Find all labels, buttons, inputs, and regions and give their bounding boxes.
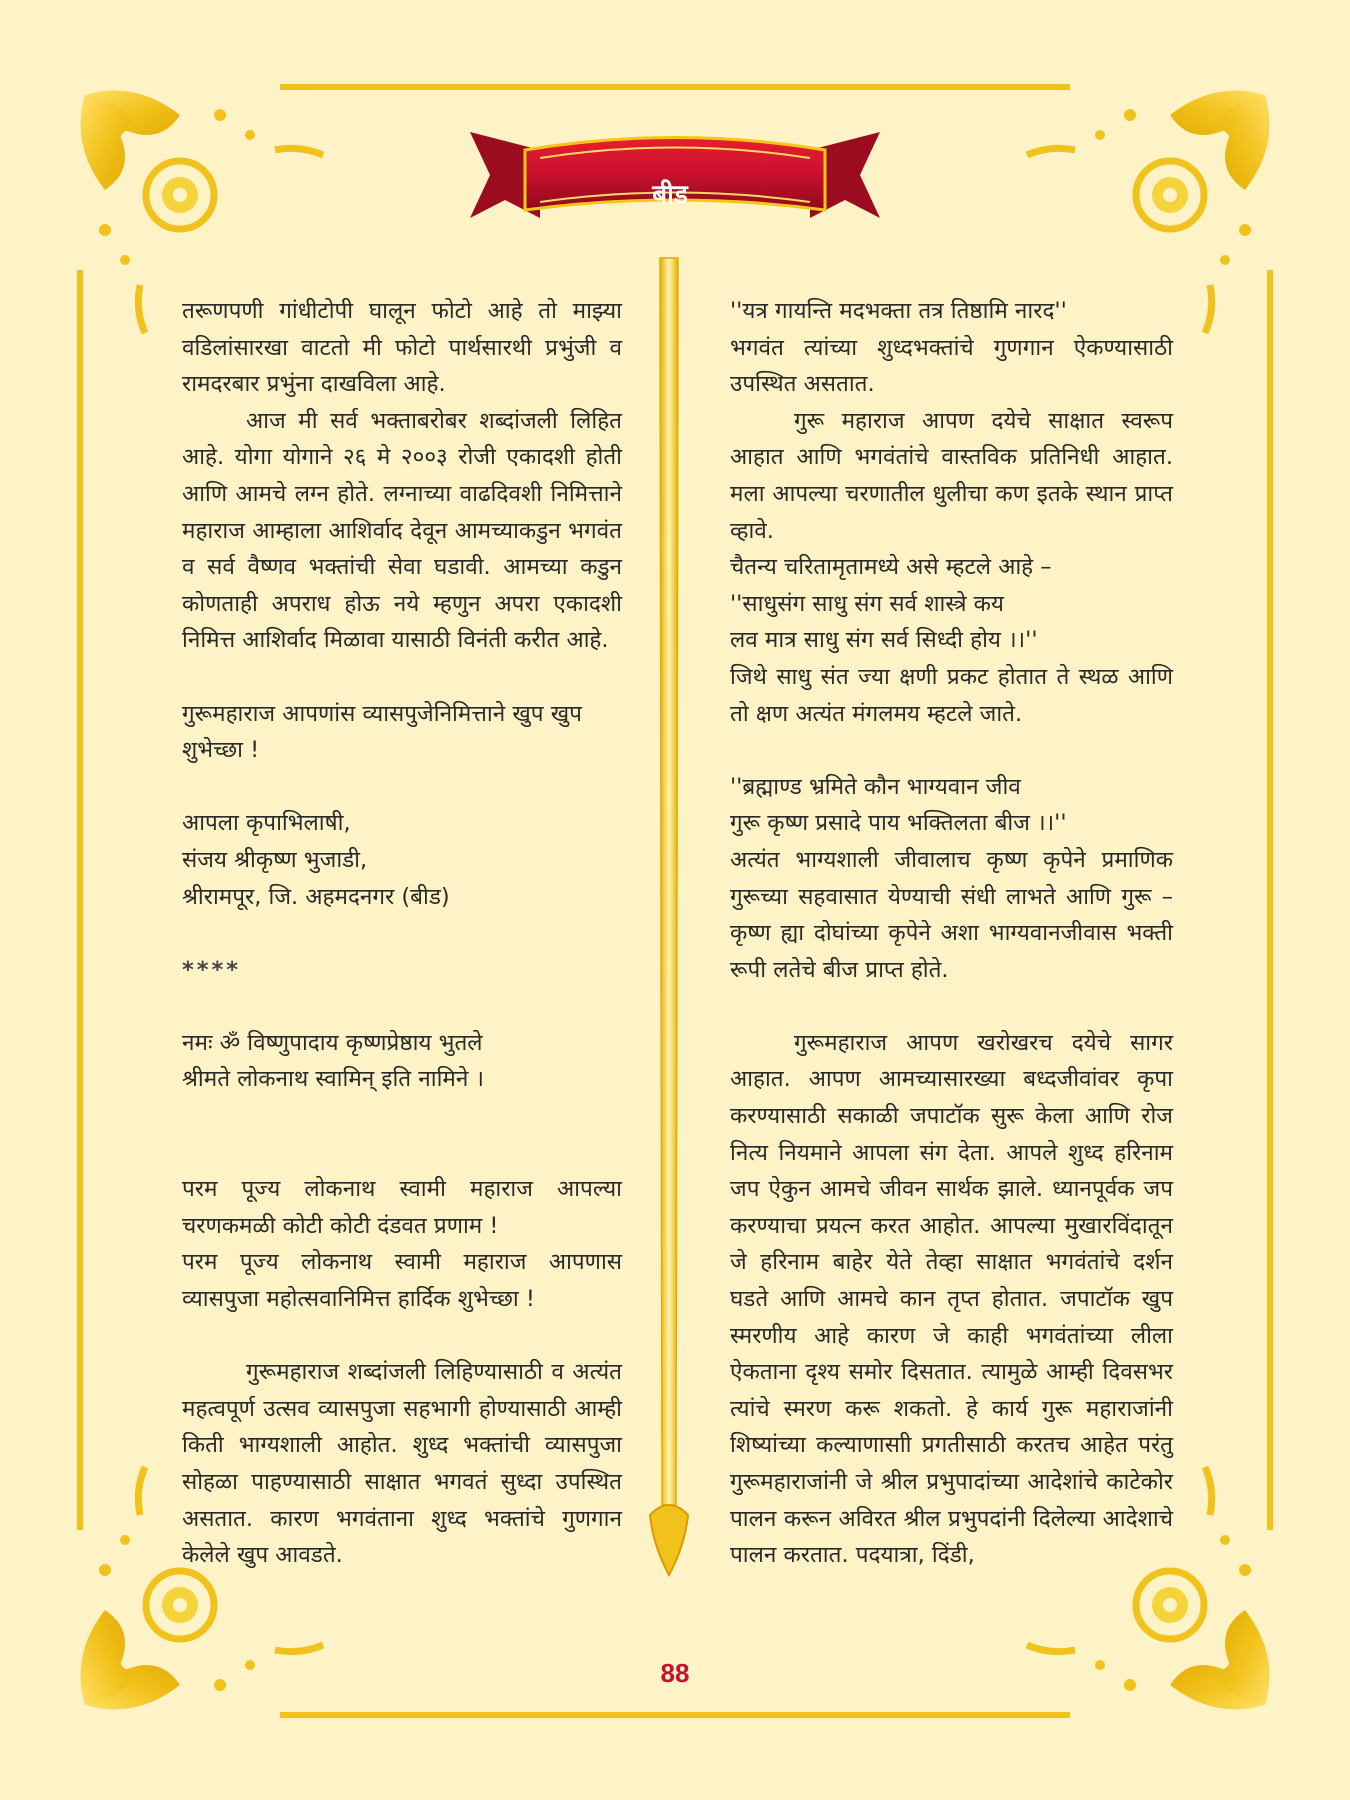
verse-2-line-2: गुरू कृष्ण प्रसादे पाय भक्तिलता बीज ।।'' <box>730 810 1067 837</box>
right-paragraph-4: जिथे साधु संत ज्या क्षणी प्रकट होतात ते स्थळ आणि तो क्षण अत्यंत मंगलमय म्हटले जाते. <box>730 663 1173 727</box>
right-quote-1: ''यत्र गायन्ति मदभक्ता तत्र तिष्ठामि नारद'' <box>730 298 1067 324</box>
mantra-line-1: नमः ॐ विष्णुपादाय कृष्णप्रेष्ठाय भुतले <box>182 1029 483 1056</box>
signature-line-3: श्रीरामपूर, जि. अहमदनगर (बीड) <box>182 883 450 910</box>
verse-2-line-1: ''ब्रह्माण्ड भ्रमिते कौन भाग्यवान जीव <box>730 773 1021 800</box>
page-number: 88 <box>660 1658 690 1688</box>
left-column <box>182 293 622 1574</box>
right-paragraph-1: भगवंत त्यांच्या शुध्दभक्तांचे गुणगान ऐकण्यासाठी उपस्थित असतात. <box>730 334 1173 398</box>
right-paragraph-5: अत्यंत भाग्यशाली जीवालाच कृष्ण कृपेने प्रमाणिक गुरूच्या सहवासात येण्याची संधी लाभते आणि गुरू –कृष्ण ह्या दोघांच्या कृपेने अशा भाग्यवानजीवास भक्ती रूपी लतेचे बीज प्राप्त होते. <box>730 846 1173 983</box>
left-paragraph-2: आज मी सर्व भक्ताबरोबर शब्दांजली लिहित आहे. योगा योगाने २६ मे २००३ रोजी एकादशी होती आणि आमचे लग्न होते. लग्नाच्या वाढदिवशी निमित्ताने महाराज आम्हाला आशिर्वाद देवून आमच्याकडुन भगवंत व सर्व वैष्णव भक्तांची सेवा घडावी. आमच्या कडुन कोणताही अपराध होऊ नये म्हणुन अपरा एकादशी निमित्त आशिर्वाद मिळावा यासाठी विनंती करीत आहे. <box>182 407 622 654</box>
verse-1-line-1: ''साधुसंग साधु संग सर्व शास्त्रे कय <box>730 590 1004 617</box>
left-paragraph-4: परम पूज्य लोकनाथ स्वामी महाराज आपल्या चरणकमळी कोटी कोटी दंडवत प्रणाम ! <box>182 1176 622 1239</box>
column-divider <box>650 258 688 1575</box>
separator-stars: **** <box>182 956 242 983</box>
banner-title: बीड <box>652 180 688 210</box>
left-paragraph-6: गुरूमहाराज शब्दांजली लिहिण्यासाठी व अत्यंत महत्वपूर्ण उत्सव व्यासपुजा सहभागी होण्यासाठी आम्ही किती भाग्यशाली आहोत. शुध्द भक्तांची व्यासपुजा सोहळा पाहण्यासाठी साक्षात भगवतं सुध्दा उपस्थित असतात. कारण भगवंताना शुध्द भक्तांचे गुणगान केलेले खुप आवडते. <box>182 1359 622 1569</box>
mantra-line-2: श्रीमते लोकनाथ स्वामिन् इति नामिने । <box>182 1066 485 1093</box>
left-paragraph-5: परम पूज्य लोकनाथ स्वामी महाराज आपणास व्यासपुजा महोत्सवानिमित्त हार्दिक शुभेच्छा ! <box>182 1249 622 1313</box>
signature-line-1: आपला कृपाभिलाषी, <box>182 810 351 837</box>
signature-line-2: संजय श्रीकृष्ण भुजाडी, <box>182 846 368 873</box>
right-paragraph-6: गुरूमहाराज आपण खरोखरच दयेचे सागर आहात. आपण आमच्यासारख्या बध्दजीवांवर कृपा करण्यासाठी सकाळी जपाटॉक सुरू केला आणि रोज नित्य नियमाने आपला संग देता. आपले शुध्द हरिनाम जप ऐकुन आमचे जीवन सार्थक झाले. ध्यानपूर्वक जप करण्याचा प्रयत्न करत आहोत. आपल्या मुखारविंदातून जे हरिनाम बाहेर येते तेव्हा साक्षात भगवंतांचे दर्शन घडते आणि आमचे कान तृप्त होतात. जपाटॉक खुप स्मरणीय आहे कारण जे काही भगवंतांच्या लीला ऐकताना दृश्य समोर दिसतात. त्यामुळे आम्ही दिवसभर त्यांचे स्मरण करू शकतो. हे कार्य गुरू महाराजांनी शिष्यांच्या कल्याणासाी प्रगतीसाठी करतच आहेत परंतु गुरूमहाराजांनी जे श्रील प्रभुपादांच्या आदेशांचे काटेकोर पालन करून अविरत श्रील प्रभुपदांनी दिलेल्या आदेशाचे पालन करतात. पदयात्रा, दिंडी, <box>730 1029 1173 1569</box>
left-paragraph-3: गुरूमहाराज आपणांस व्यासपुजेनिमित्ताने खुप खुप शुभेच्छा ! <box>182 700 582 764</box>
right-column <box>730 293 1173 1574</box>
verse-1-line-2: लव मात्र साधु संग सर्व सिध्दी होय ।।'' <box>730 627 1038 654</box>
left-paragraph-1: तरूणपणी गांधीटोपी घालून फोटो आहे तो माझ्या वडिलांसारखा वाटतो मी फोटो पार्थसारथी प्रभुंजी व रामदरबार प्रभुंना दाखविला आहे. <box>182 298 622 398</box>
right-paragraph-2: गुरू महाराज आपण दयेचे साक्षात स्वरूप आहात आणि भगवंतांचे वास्तविक प्रतिनिधी आहात. मला आपल्या चरणातील धुलीचा कण इतके स्थान प्राप्त व्हावे. <box>730 407 1173 544</box>
right-paragraph-3: चैतन्य चरितामृतामध्ये असे म्हटले आहे – <box>730 554 1052 581</box>
